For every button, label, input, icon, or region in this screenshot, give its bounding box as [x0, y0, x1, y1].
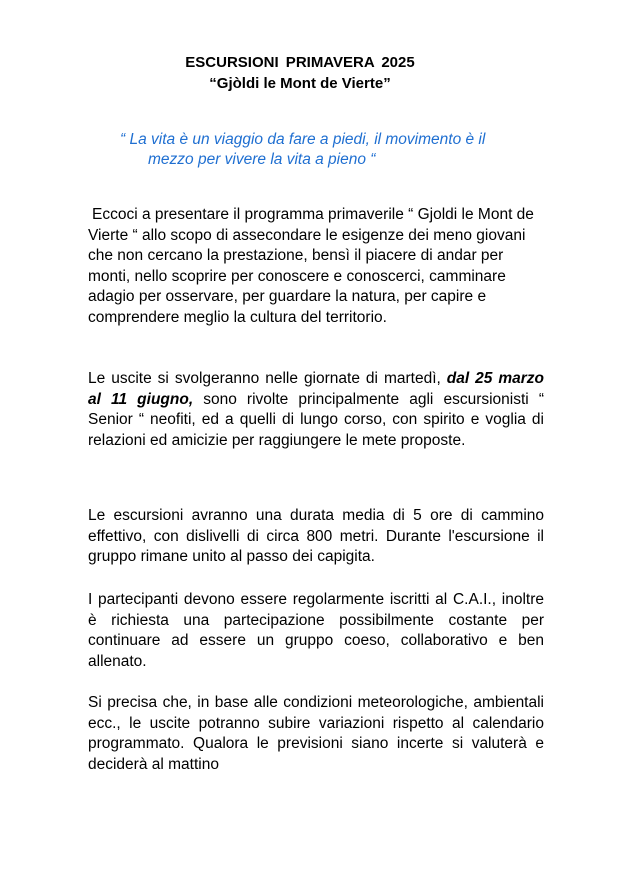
paragraph-participants [88, 590, 544, 672]
dates-text-before: Le uscite si svolgeranno nelle giornate di martedì, [88, 370, 441, 387]
quote-line-1: “ La vita è un viaggio da fare a piedi, il movimento è il [120, 131, 486, 148]
dates-text-after: sono rivolte principalmente agli escursionisti “ Senior “ neofiti, ed a quelli di lungo corso, con spirito e voglia di relazioni ed amicizie per raggiungere le mete proposte. [88, 390, 544, 449]
paragraph-duration [88, 506, 544, 568]
page-title: ESCURSIONI PRIMAVERA 2025 [185, 54, 415, 71]
paragraph-intro [88, 205, 544, 328]
paragraph-weather [88, 693, 544, 775]
dates-highlight: dal 25 marzo al 11 giugno, [88, 370, 544, 408]
paragraph-dates [88, 369, 544, 451]
paragraph-intro-text: Eccoci a presentare il programma primaverile “ Gjoldi le Mont de Vierte “ allo scopo di assecondare le esigenze dei meno giovani che non cercano la prestazione, bensì il piacere di andar per monti, nello scoprire per conoscere e conoscerci, camminare adagio per osservare, per guardare la natura, per capire e comprendere meglio la cultura del territorio. [88, 206, 534, 326]
quote-line-2: mezzo per vivere la vita a pieno “ [148, 151, 376, 168]
page-subtitle: “Gjòldi le Mont de Vierte” [209, 75, 391, 92]
paragraph-weather-text: Si precisa che, in base alle condizioni meteorologiche, ambientali ecc., le uscite potranno subire variazioni rispetto al calendario programmato. Qualora le previsioni siano incerte si valuterà e deciderà al mattino [88, 694, 544, 773]
paragraph-dates-text [88, 369, 544, 451]
paragraph-duration-text: Le escursioni avranno una durata media di 5 ore di cammino effettivo, con dislivelli di circa 800 metri. Durante l'escursione il gruppo rimane unito al passo dei capigita. [88, 507, 544, 565]
paragraph-participants-text: I partecipanti devono essere regolarmente iscritti al C.A.I., inoltre è richiesta una partecipazione possibilmente costante per continuare ad essere un gruppo coeso, collaborativo e ben allenato. [88, 591, 544, 670]
